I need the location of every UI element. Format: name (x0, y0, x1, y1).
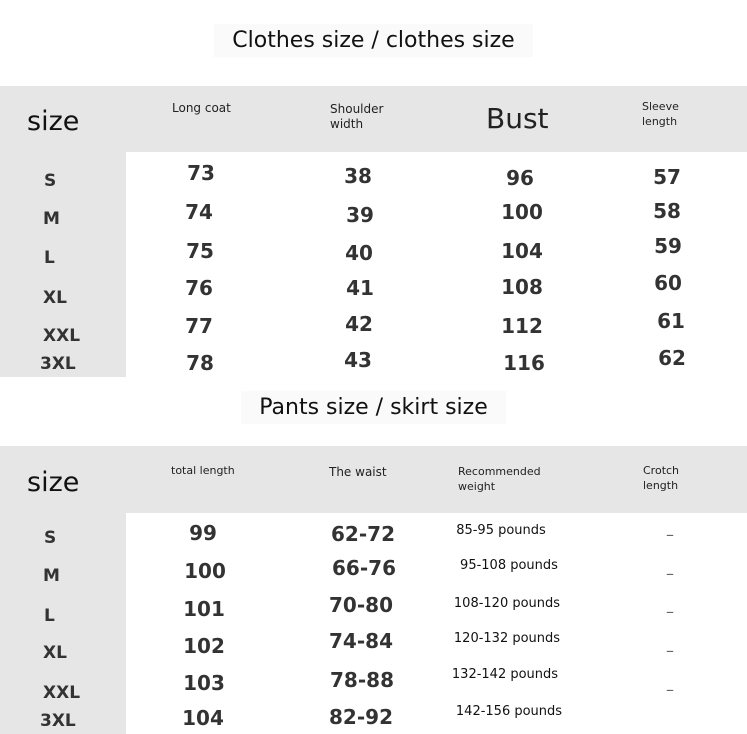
pants-cell: 132-142 pounds (451, 667, 559, 682)
clothes-title (0, 28, 747, 53)
pants-cell: – (666, 564, 674, 583)
clothes-cell: 38 (344, 164, 372, 188)
clothes-row-size-m: M (43, 209, 60, 229)
clothes-cell: 60 (654, 271, 682, 295)
pants-cell: 100 (184, 559, 226, 583)
pants-row-size-xxl: XXL (43, 683, 81, 703)
pants-cell: 108-120 pounds (453, 596, 561, 611)
clothes-header-sleeve-length: Sleeve length (642, 100, 679, 128)
clothes-cell: 58 (653, 199, 681, 223)
clothes-cell: 57 (653, 165, 681, 189)
clothes-row-size-xl: XL (43, 288, 67, 308)
pants-title-text: Pants size / skirt size (241, 391, 505, 424)
clothes-title-text: Clothes size / clothes size (214, 24, 532, 57)
clothes-row-size-xxl: XXL (43, 326, 81, 346)
pants-cell: 85-95 pounds (456, 523, 546, 538)
pants-row-size-l: L (44, 606, 55, 626)
clothes-cell: 40 (345, 241, 373, 265)
pants-cell: – (666, 602, 674, 621)
clothes-cell: 61 (657, 309, 685, 333)
clothes-cell: 42 (345, 312, 373, 336)
pants-cell: 95-108 pounds (460, 558, 558, 573)
pants-cell: 103 (183, 671, 225, 695)
pants-cell: – (666, 641, 674, 660)
clothes-cell: 41 (346, 276, 374, 300)
pants-row-size-m: M (43, 566, 60, 586)
pants-header-crotch-length: Crotch length (643, 464, 680, 492)
clothes-row-size-3xl: 3XL (40, 354, 76, 374)
pants-cell: 104 (182, 706, 224, 730)
pants-cell: 99 (189, 521, 217, 545)
clothes-cell: 62 (658, 346, 686, 370)
clothes-cell: 75 (186, 239, 214, 263)
clothes-cell: 74 (185, 200, 213, 224)
pants-cell: 120-132 pounds (453, 631, 561, 646)
pants-cell: 62-72 (331, 522, 395, 546)
clothes-cell: 43 (344, 348, 372, 372)
clothes-cell: 59 (654, 234, 682, 258)
clothes-cell: 76 (185, 276, 213, 300)
clothes-header-long-coat: Long coat (172, 101, 231, 115)
clothes-row-size-s: S (44, 171, 57, 191)
pants-header-total-length: total length (171, 464, 235, 477)
clothes-cell: 116 (503, 351, 545, 375)
pants-cell: 142-156 pounds (455, 704, 563, 719)
clothes-cell: 104 (501, 239, 543, 263)
pants-size-header: size (27, 467, 80, 498)
clothes-cell: 108 (501, 275, 543, 299)
pants-row-size-s: S (44, 528, 57, 548)
pants-cell: 102 (183, 634, 225, 658)
clothes-header-bust: Bust (486, 102, 549, 135)
pants-row-size-xl: XL (43, 643, 67, 663)
clothes-cell: 73 (187, 161, 215, 185)
pants-cell: 82-92 (329, 705, 393, 729)
pants-cell: 70-80 (329, 593, 393, 617)
pants-header-waist: The waist (329, 465, 387, 479)
clothes-cell: 77 (185, 314, 213, 338)
clothes-cell: 100 (501, 200, 543, 224)
clothes-cell: 96 (506, 166, 534, 190)
clothes-cell: 112 (501, 314, 543, 338)
pants-row-size-3xl: 3XL (40, 711, 76, 731)
pants-table-body (126, 513, 747, 734)
clothes-header-shoulder-width: Shoulder width (330, 102, 384, 131)
pants-title (0, 395, 747, 420)
pants-cell: 74-84 (329, 629, 393, 653)
pants-header-recommended-weight: Recommended weight (458, 465, 541, 493)
pants-cell: – (666, 680, 674, 699)
pants-cell: 78-88 (330, 668, 394, 692)
clothes-cell: 78 (186, 351, 214, 375)
clothes-size-header: size (27, 106, 80, 137)
clothes-row-size-l: L (44, 248, 55, 268)
pants-cell: 66-76 (332, 556, 396, 580)
pants-cell: – (666, 525, 674, 544)
pants-cell: 101 (183, 597, 225, 621)
clothes-cell: 39 (346, 203, 374, 227)
